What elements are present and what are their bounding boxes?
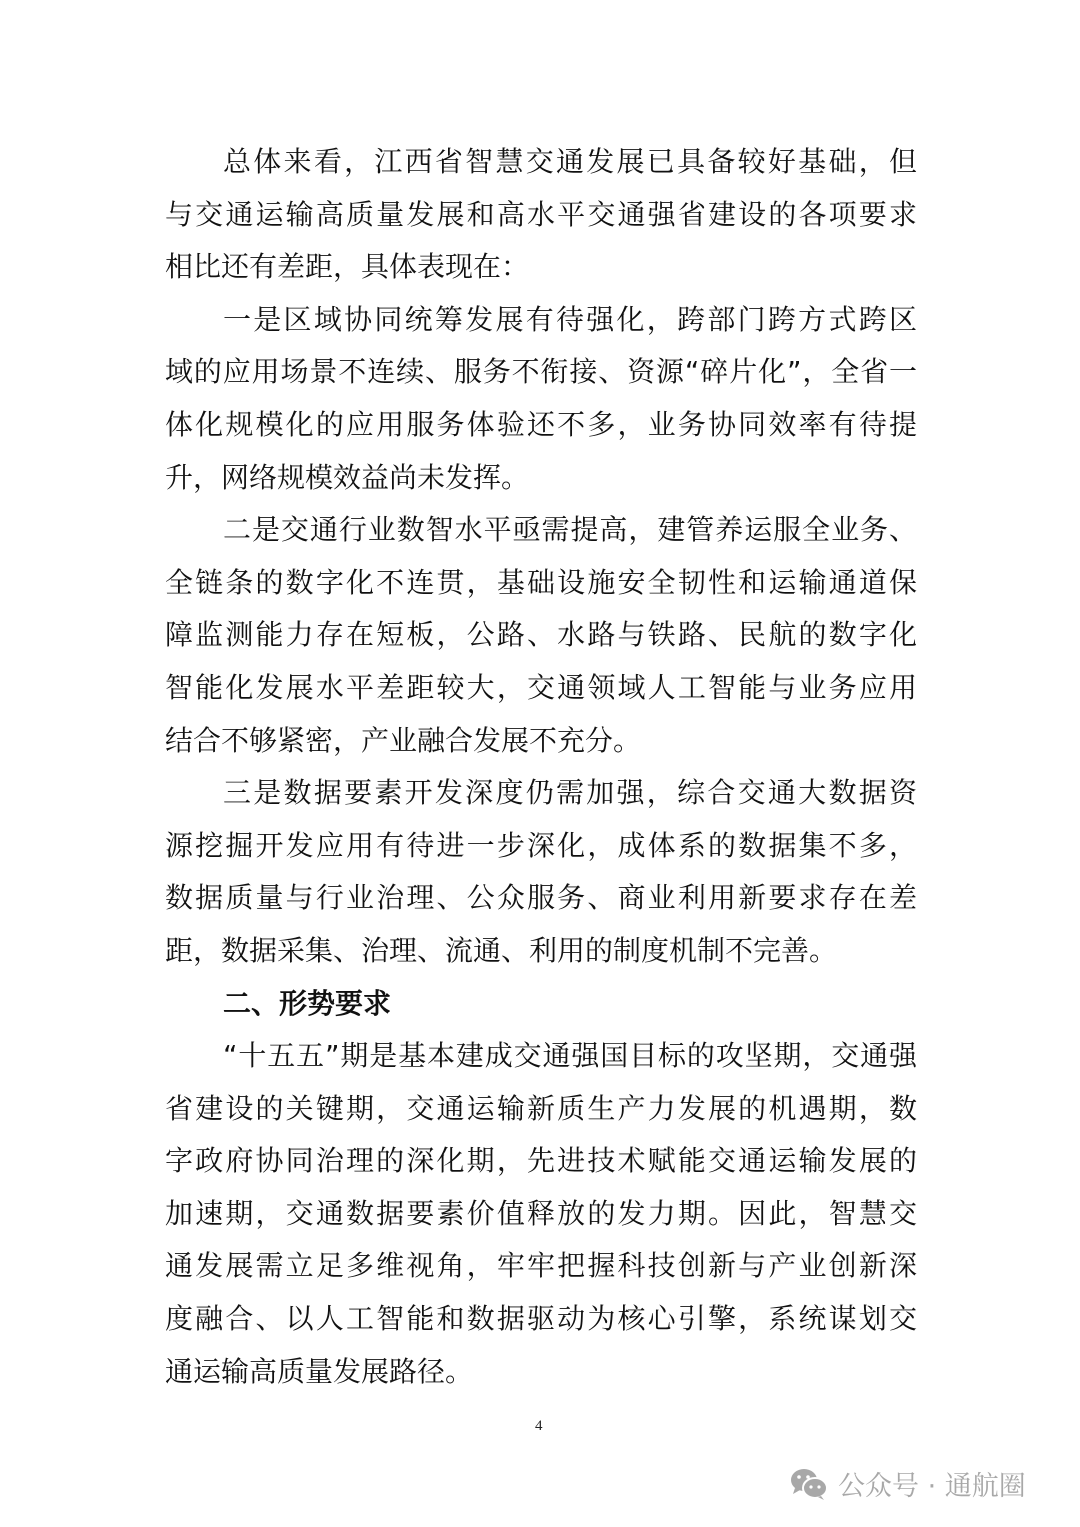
page-number: 4	[535, 1418, 543, 1434]
document-body	[165, 140, 917, 1402]
paragraph-line: 域的应用场景不连续、服务不衔接、资源“碎片化”，全省一	[165, 355, 917, 389]
paragraph-line: 结合不够紧密，产业融合发展不充分。	[165, 723, 642, 757]
paragraph-line: 体化规模化的应用服务体验还不多，业务协同效率有待提	[165, 407, 917, 441]
paragraph-line: 相比还有差距，具体表现在：	[165, 250, 530, 284]
wechat-icon	[790, 1467, 828, 1501]
paragraph-line: 全链条的数字化不连贯，基础设施安全韧性和运输通道保	[165, 565, 917, 599]
paragraph-line: 数据质量与行业治理、公众服务、商业利用新要求存在差	[165, 881, 917, 915]
watermark-text: 公众号 · 通航圈	[838, 1471, 1026, 1502]
paragraph-line: 升，网络规模效益尚未发挥。	[165, 460, 530, 494]
paragraph-line: 源挖掘开发应用有待进一步深化，成体系的数据集不多，	[165, 828, 917, 862]
paragraph-line: 字政府协同治理的深化期，先进技术赋能交通运输发展的	[165, 1144, 917, 1178]
paragraph-line: 一是区域协同统筹发展有待强化，跨部门跨方式跨区	[223, 302, 917, 336]
paragraph-line: 通运输高质量发展路径。	[165, 1354, 474, 1388]
paragraph-line: 三是数据要素开发深度仍需加强，综合交通大数据资	[223, 776, 917, 810]
paragraph-line: 与交通运输高质量发展和高水平交通强省建设的各项要求	[165, 197, 917, 231]
paragraph-line: 智能化发展水平差距较大，交通领域人工智能与业务应用	[165, 670, 917, 704]
paragraph-line: 度融合、以人工智能和数据驱动为核心引擎，系统谋划交	[165, 1302, 917, 1336]
section-heading: 二、形势要求	[223, 986, 392, 1020]
paragraph-line: 二是交通行业数智水平亟需提高，建管养运服全业务、	[223, 513, 917, 547]
paragraph-line: 加速期，交通数据要素价值释放的发力期。因此，智慧交	[165, 1196, 917, 1230]
paragraph-line: 障监测能力存在短板，公路、水路与铁路、民航的数字化	[165, 618, 917, 652]
paragraph-line: 总体来看，江西省智慧交通发展已具备较好基础，但	[223, 145, 917, 178]
paragraph-line: 距，数据采集、治理、流通、利用的制度机制不完善。	[165, 933, 838, 967]
watermark	[790, 1464, 1026, 1503]
paragraph-line: 省建设的关键期，交通运输新质生产力发展的机遇期，数	[165, 1091, 917, 1125]
paragraph-line: “十五五”期是基本建成交通强国目标的攻坚期，交通强	[223, 1039, 917, 1073]
paragraph-line: 通发展需立足多维视角，牢牢把握科技创新与产业创新深	[165, 1249, 917, 1283]
